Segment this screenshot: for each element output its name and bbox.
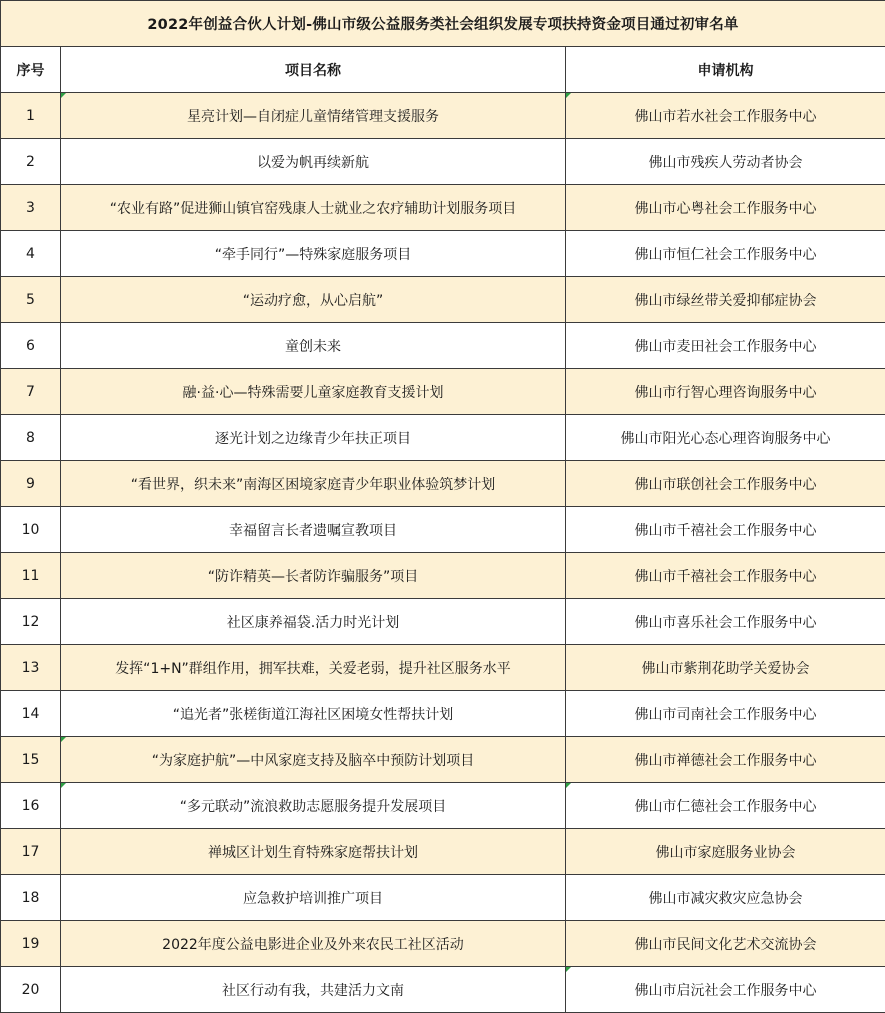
cell-marker bbox=[566, 93, 571, 98]
cell-no[interactable]: 2 bbox=[1, 139, 61, 185]
cell-project-name[interactable]: 童创未来 bbox=[61, 323, 566, 369]
table-row bbox=[1, 691, 885, 737]
cell-no[interactable]: 8 bbox=[1, 415, 61, 461]
cell-organization[interactable]: 佛山市减灾救灾应急协会 bbox=[566, 875, 885, 921]
cell-organization[interactable]: 佛山市心粤社会工作服务中心 bbox=[566, 185, 885, 231]
table-row bbox=[1, 139, 885, 185]
cell-no[interactable]: 15 bbox=[1, 737, 61, 783]
cell-project-name[interactable]: 社区康养福袋.活力时光计划 bbox=[61, 599, 566, 645]
header-project-name[interactable]: 项目名称 bbox=[61, 47, 566, 93]
table-title-row bbox=[1, 1, 885, 47]
cell-no[interactable]: 1 bbox=[1, 93, 61, 139]
cell-no[interactable]: 7 bbox=[1, 369, 61, 415]
table-title[interactable]: 2022年创益合伙人计划-佛山市级公益服务类社会组织发展专项扶持资金项目通过初审名单 bbox=[1, 1, 885, 47]
cell-project-name[interactable]: 2022年度公益电影进企业及外来农民工社区活动 bbox=[61, 921, 566, 967]
cell-text: 佛山市仁德社会工作服务中心 bbox=[634, 798, 817, 815]
header-no[interactable]: 序号 bbox=[1, 47, 61, 93]
cell-project-name[interactable]: 融·益·心—特殊需要儿童家庭教育支援计划 bbox=[61, 369, 566, 415]
cell-project-name[interactable] bbox=[61, 93, 566, 139]
column-header-row bbox=[1, 47, 885, 93]
cell-organization[interactable]: 佛山市家庭服务业协会 bbox=[566, 829, 885, 875]
cell-no[interactable]: 12 bbox=[1, 599, 61, 645]
cell-no[interactable]: 6 bbox=[1, 323, 61, 369]
cell-organization[interactable]: 佛山市联创社会工作服务中心 bbox=[566, 461, 885, 507]
cell-marker bbox=[61, 93, 66, 98]
cell-no[interactable]: 11 bbox=[1, 553, 61, 599]
table-row bbox=[1, 645, 885, 691]
cell-organization[interactable]: 佛山市千禧社会工作服务中心 bbox=[566, 553, 885, 599]
cell-no[interactable]: 14 bbox=[1, 691, 61, 737]
table-row bbox=[1, 277, 885, 323]
cell-project-name[interactable]: “防诈精英—长者防诈骗服务”项目 bbox=[61, 553, 566, 599]
cell-no[interactable]: 10 bbox=[1, 507, 61, 553]
cell-organization[interactable]: 佛山市行智心理咨询服务中心 bbox=[566, 369, 885, 415]
cell-project-name[interactable]: 幸福留言长者遗嘱宣教项目 bbox=[61, 507, 566, 553]
table-row bbox=[1, 737, 885, 783]
cell-project-name[interactable]: 应急救护培训推广项目 bbox=[61, 875, 566, 921]
cell-organization[interactable]: 佛山市绿丝带关爱抑郁症协会 bbox=[566, 277, 885, 323]
cell-no[interactable]: 9 bbox=[1, 461, 61, 507]
cell-organization[interactable] bbox=[566, 93, 885, 139]
cell-organization[interactable]: 佛山市麦田社会工作服务中心 bbox=[566, 323, 885, 369]
cell-project-name[interactable] bbox=[61, 737, 566, 783]
cell-marker bbox=[61, 783, 66, 788]
header-organization[interactable]: 申请机构 bbox=[566, 47, 885, 93]
table-row bbox=[1, 967, 885, 1013]
table-row bbox=[1, 415, 885, 461]
cell-organization[interactable]: 佛山市阳光心态心理咨询服务中心 bbox=[566, 415, 885, 461]
cell-no[interactable]: 4 bbox=[1, 231, 61, 277]
cell-text: “为家庭护航”—中风家庭支持及脑卒中预防计划项目 bbox=[151, 752, 475, 769]
table-row bbox=[1, 829, 885, 875]
table-row bbox=[1, 507, 885, 553]
cell-project-name[interactable]: “牵手同行”—特殊家庭服务项目 bbox=[61, 231, 566, 277]
cell-project-name[interactable]: 禅城区计划生育特殊家庭帮扶计划 bbox=[61, 829, 566, 875]
cell-marker bbox=[566, 967, 571, 972]
cell-organization[interactable]: 佛山市恒仁社会工作服务中心 bbox=[566, 231, 885, 277]
cell-organization[interactable]: 佛山市紫荆花助学关爱协会 bbox=[566, 645, 885, 691]
cell-project-name[interactable] bbox=[61, 783, 566, 829]
cell-no[interactable]: 19 bbox=[1, 921, 61, 967]
cell-no[interactable]: 20 bbox=[1, 967, 61, 1013]
cell-marker bbox=[566, 783, 571, 788]
cell-organization[interactable]: 佛山市喜乐社会工作服务中心 bbox=[566, 599, 885, 645]
table-row bbox=[1, 783, 885, 829]
cell-project-name[interactable]: 逐光计划之边缘青少年扶正项目 bbox=[61, 415, 566, 461]
cell-project-name[interactable]: “看世界，织未来”南海区困境家庭青少年职业体验筑梦计划 bbox=[61, 461, 566, 507]
table-row bbox=[1, 553, 885, 599]
cell-project-name[interactable]: 社区行动有我，共建活力文南 bbox=[61, 967, 566, 1013]
cell-project-name[interactable]: “农业有路”促进狮山镇官窑残康人士就业之农疗辅助计划服务项目 bbox=[61, 185, 566, 231]
cell-text: “多元联动”流浪救助志愿服务提升发展项目 bbox=[179, 798, 447, 815]
table-row bbox=[1, 921, 885, 967]
cell-text: 星亮计划—自闭症儿童情绪管理支援服务 bbox=[187, 108, 439, 125]
table-row bbox=[1, 461, 885, 507]
cell-no[interactable]: 13 bbox=[1, 645, 61, 691]
cell-organization[interactable] bbox=[566, 783, 885, 829]
cell-project-name[interactable]: “运动疗愈，从心启航” bbox=[61, 277, 566, 323]
cell-no[interactable]: 18 bbox=[1, 875, 61, 921]
table-row bbox=[1, 93, 885, 139]
table-row bbox=[1, 231, 885, 277]
table-row bbox=[1, 875, 885, 921]
cell-organization[interactable] bbox=[566, 967, 885, 1013]
table-row bbox=[1, 323, 885, 369]
table-row bbox=[1, 599, 885, 645]
cell-organization[interactable]: 佛山市千禧社会工作服务中心 bbox=[566, 507, 885, 553]
cell-text: 佛山市若水社会工作服务中心 bbox=[634, 108, 817, 125]
cell-project-name[interactable]: “追光者”张槎街道江海社区困境女性帮扶计划 bbox=[61, 691, 566, 737]
cell-organization[interactable]: 佛山市残疾人劳动者协会 bbox=[566, 139, 885, 185]
cell-no[interactable]: 3 bbox=[1, 185, 61, 231]
cell-text: 佛山市启沅社会工作服务中心 bbox=[634, 982, 817, 999]
cell-marker bbox=[61, 737, 66, 742]
table-row bbox=[1, 369, 885, 415]
cell-organization[interactable]: 佛山市禅德社会工作服务中心 bbox=[566, 737, 885, 783]
table-row bbox=[1, 185, 885, 231]
cell-project-name[interactable]: 以爱为帆再续新航 bbox=[61, 139, 566, 185]
cell-no[interactable]: 17 bbox=[1, 829, 61, 875]
cell-project-name[interactable]: 发挥“1+N”群组作用，拥军扶难，关爱老弱，提升社区服务水平 bbox=[61, 645, 566, 691]
cell-no[interactable]: 5 bbox=[1, 277, 61, 323]
cell-no[interactable]: 16 bbox=[1, 783, 61, 829]
cell-organization[interactable]: 佛山市民间文化艺术交流协会 bbox=[566, 921, 885, 967]
cell-organization[interactable]: 佛山市司南社会工作服务中心 bbox=[566, 691, 885, 737]
